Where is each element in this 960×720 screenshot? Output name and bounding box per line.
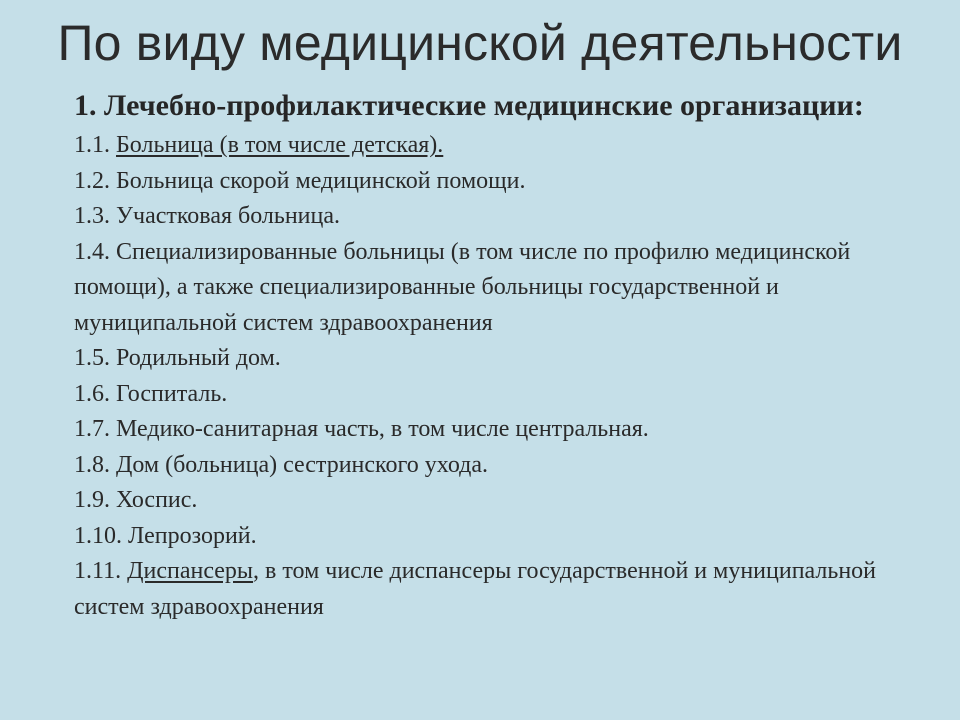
list-item bbox=[74, 483, 934, 519]
list-item bbox=[74, 554, 934, 625]
list-item bbox=[74, 341, 934, 377]
item-text: Родильный дом. bbox=[116, 345, 281, 371]
item-number: 1.8. bbox=[74, 451, 110, 478]
item-number: 1.6. bbox=[74, 380, 110, 407]
list-item bbox=[74, 164, 934, 200]
slide-content bbox=[74, 84, 934, 625]
slide-title: По виду медицинской деятельности bbox=[57, 15, 903, 71]
item-text: Больница скорой медицинской помощи. bbox=[116, 167, 526, 194]
item-link-dispensaries[interactable]: Диспансеры bbox=[127, 558, 254, 584]
list-item bbox=[74, 377, 934, 413]
item-number: 1.7. bbox=[74, 416, 110, 442]
list-item bbox=[74, 412, 934, 448]
item-number: 1.4. bbox=[74, 238, 110, 265]
item-number: 1.3. bbox=[74, 203, 110, 229]
item-text: Медико-санитарная часть, в том числе центральная. bbox=[116, 416, 649, 442]
item-number: 1.10. bbox=[74, 522, 122, 549]
item-text: , в том числе диспансеры государственной и муниципальной систем здравоохранения bbox=[74, 558, 877, 620]
item-text: Специализированные больницы (в том числе по профилю медицинской помощи), а также специализированные больницы государственной и муниципальной систем здравоохранения bbox=[74, 238, 851, 336]
list-item bbox=[74, 519, 934, 555]
item-link-hospital[interactable]: Больница (в том числе детская). bbox=[116, 132, 444, 158]
item-number: 1.5. bbox=[74, 345, 110, 371]
item-text: Лепрозорий. bbox=[128, 522, 257, 549]
item-number: 1.1. bbox=[74, 132, 110, 158]
item-number: 1.2. bbox=[74, 167, 110, 194]
list-item bbox=[74, 199, 934, 235]
item-text: Хоспис. bbox=[116, 487, 198, 513]
item-text: Госпиталь. bbox=[116, 380, 228, 407]
list-item bbox=[74, 448, 934, 484]
list-item bbox=[74, 128, 934, 164]
item-text: Участковая больница. bbox=[116, 203, 341, 229]
item-number: 1.11. bbox=[74, 558, 122, 584]
section-heading: 1. Лечебно-профилактические медицинские организации: bbox=[74, 89, 864, 122]
organization-list bbox=[74, 128, 934, 625]
list-item bbox=[74, 235, 934, 342]
item-number: 1.9. bbox=[74, 487, 110, 513]
item-text: Дом (больница) сестринского ухода. bbox=[116, 451, 488, 478]
